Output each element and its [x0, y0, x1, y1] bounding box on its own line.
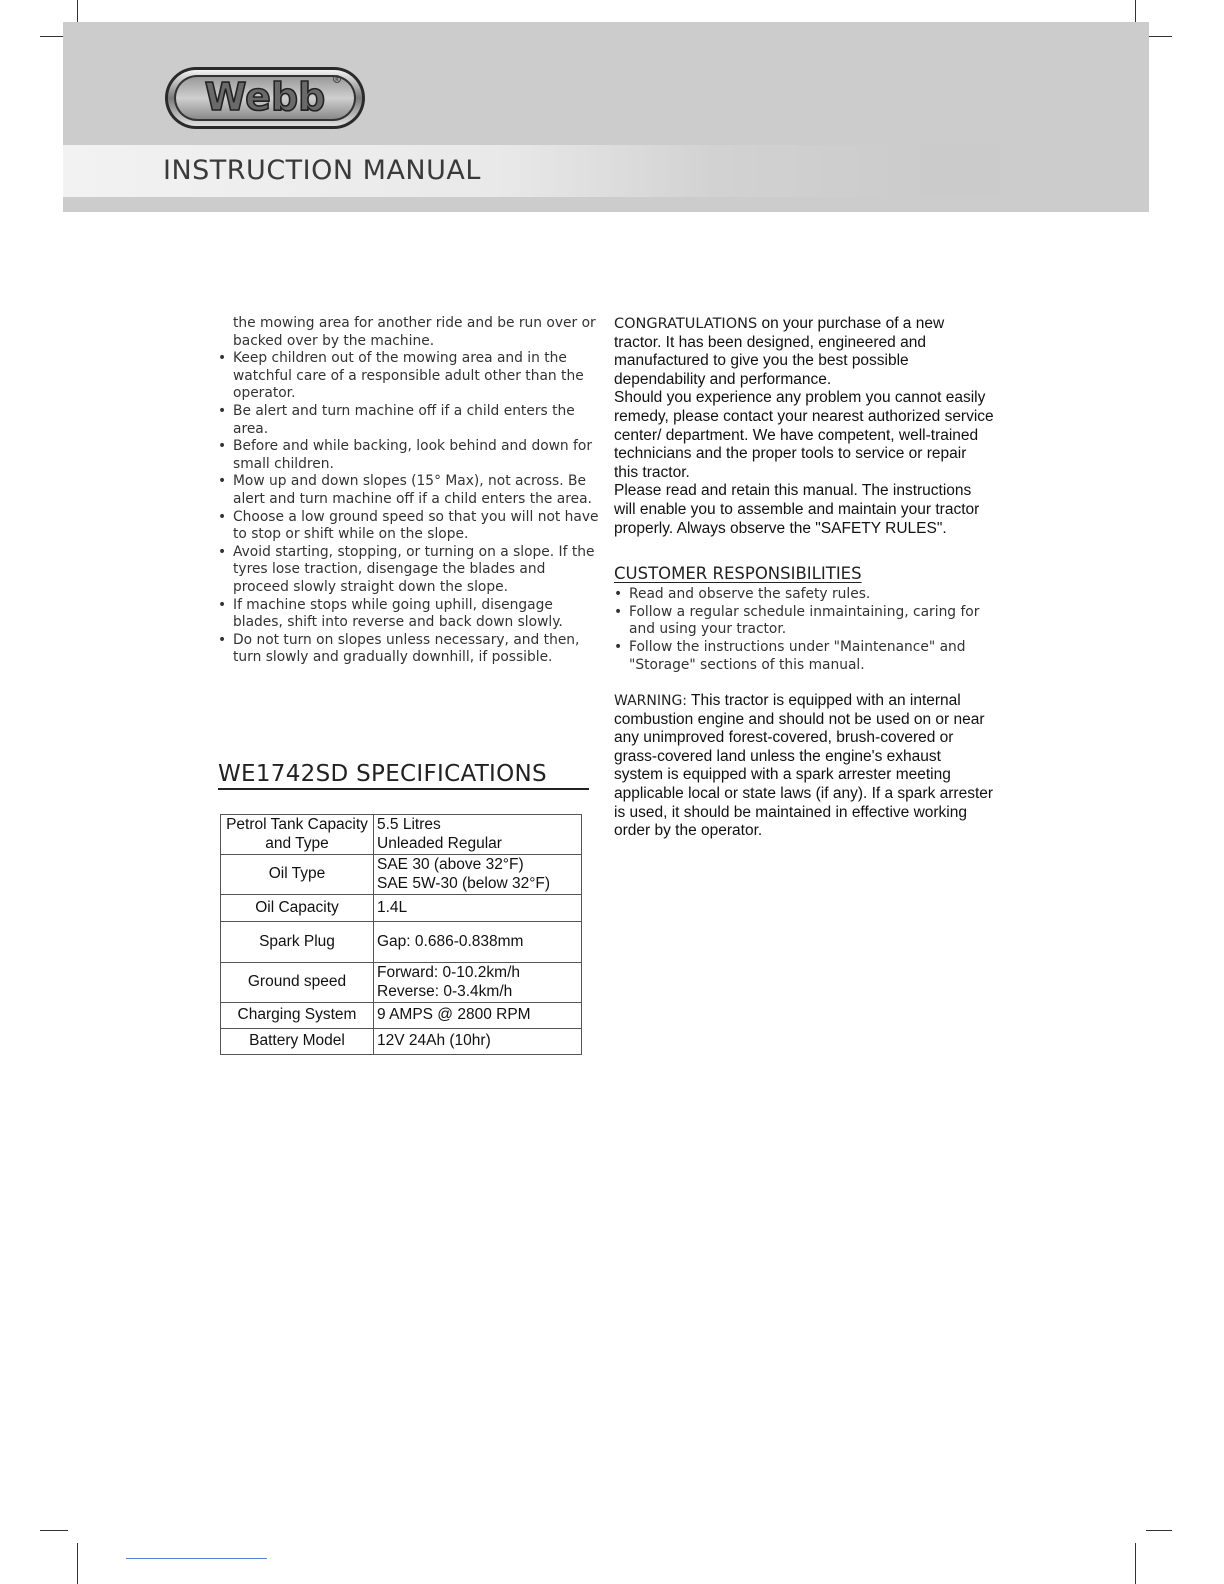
spec-label: Oil Capacity: [221, 895, 374, 922]
intro-column: [614, 315, 994, 841]
spec-value: 12V 24Ah (10hr): [374, 1029, 582, 1055]
warning-paragraph: WARNING: This tractor is equipped with an internal combustion engine and should not be used on or near any unimproved forest-covered, brush-covered or grass-covered land unless the engine's exhaust system is equipped with a spark arrester meeting applicable local or state laws (if any). If a spark arrester is used, it should be maintained in effective working order by the operator.: [614, 692, 994, 840]
support-paragraph: Should you experience any problem you cannot easily remedy, please contact your nearest authorized service center/ department. We have competent, well-trained technicians and the proper tools to service or repair this tractor.: [614, 389, 994, 481]
continued-text: the mowing area for another ride and be run over or backed over by the machine.: [233, 315, 596, 349]
list-item: • Read and observe the safety rules.: [614, 586, 994, 604]
list-item: • Choose a low ground speed so that you will not have to stop or shift while on the slope.: [218, 509, 603, 544]
list-item: • If machine stops while going uphill, disengage blades, shift into reverse and back down slowly.: [218, 597, 603, 632]
customer-bullet-list: [614, 586, 994, 674]
warning-label: WARNING:: [614, 693, 688, 710]
crop-mark: [77, 1543, 78, 1584]
specifications-table: [220, 814, 582, 1055]
specifications-heading: WE1742SD SPECIFICATIONS: [218, 761, 589, 790]
spec-label: Spark Plug: [221, 922, 374, 963]
table-row: [221, 963, 582, 1003]
page-title: INSTRUCTION MANUAL: [163, 155, 481, 186]
list-item: • Follow a regular schedule inmaintaining, caring for and using your tractor.: [614, 604, 994, 639]
list-item: • Do not turn on slopes unless necessary, and then, turn slowly and gradually downhill, if possible.: [218, 632, 603, 667]
spec-value: 1.4L: [374, 895, 582, 922]
spec-label: Battery Model: [221, 1029, 374, 1055]
spec-label: Ground speed: [221, 963, 374, 1003]
crop-mark: [40, 1530, 68, 1531]
table-row: [221, 922, 582, 963]
list-item: • Avoid starting, stopping, or turning on a slope. If the tyres lose traction, disengage the blades and proceed slowly straight down the slope.: [218, 544, 603, 597]
crop-mark: [1135, 0, 1136, 24]
list-item: • Follow the instructions under "Maintenance" and "Storage" sections of this manual.: [614, 639, 994, 674]
spec-label: Oil Type: [221, 855, 374, 895]
spec-value: 5.5 Litres Unleaded Regular: [374, 815, 582, 855]
table-row: [221, 1003, 582, 1029]
congratulations-paragraph: CONGRATULATIONS on your purchase of a new tractor. It has been designed, engineered and manufactured to give you the best possible dependability and performance.: [614, 315, 945, 388]
congratulations-label: CONGRATULATIONS: [614, 316, 758, 332]
customer-responsibilities-heading: CUSTOMER RESPONSIBILITIES: [614, 564, 862, 584]
safety-bullet-list: [218, 350, 603, 667]
svg-text:R: R: [335, 77, 339, 84]
spec-value: Forward: 0-10.2km/h Reverse: 0-3.4km/h: [374, 963, 582, 1003]
crop-mark: [1146, 1530, 1172, 1531]
footer-link-line: [126, 1558, 267, 1559]
spec-label: Charging System: [221, 1003, 374, 1029]
list-item: • Mow up and down slopes (15° Max), not across. Be alert and turn machine off if a child enters the area.: [218, 473, 603, 508]
crop-mark: [1146, 36, 1172, 37]
list-item: • Before and while backing, look behind and down for small children.: [218, 438, 603, 473]
table-row: [221, 855, 582, 895]
table-row: [221, 815, 582, 855]
spec-value: Gap: 0.686-0.838mm: [374, 922, 582, 963]
crop-mark: [1135, 1543, 1136, 1584]
svg-text:Webb: Webb: [204, 75, 326, 119]
table-row: [221, 1029, 582, 1055]
spec-value: SAE 30 (above 32°F) SAE 5W-30 (below 32°F): [374, 855, 582, 895]
retain-manual-paragraph: Please read and retain this manual. The instructions will enable you to assemble and maintain your tractor properly. Always observe the "SAFETY RULES".: [614, 482, 980, 537]
list-item: • Keep children out of the mowing area and in the watchful care of a responsible adult other than the operator.: [218, 350, 603, 403]
list-item: • Be alert and turn machine off if a child enters the area.: [218, 403, 603, 438]
webb-logo: [164, 66, 366, 130]
spec-value: 9 AMPS @ 2800 RPM: [374, 1003, 582, 1029]
table-row: [221, 895, 582, 922]
spec-label: Petrol Tank Capacity and Type: [221, 815, 374, 855]
safety-rules-column: [218, 315, 603, 667]
